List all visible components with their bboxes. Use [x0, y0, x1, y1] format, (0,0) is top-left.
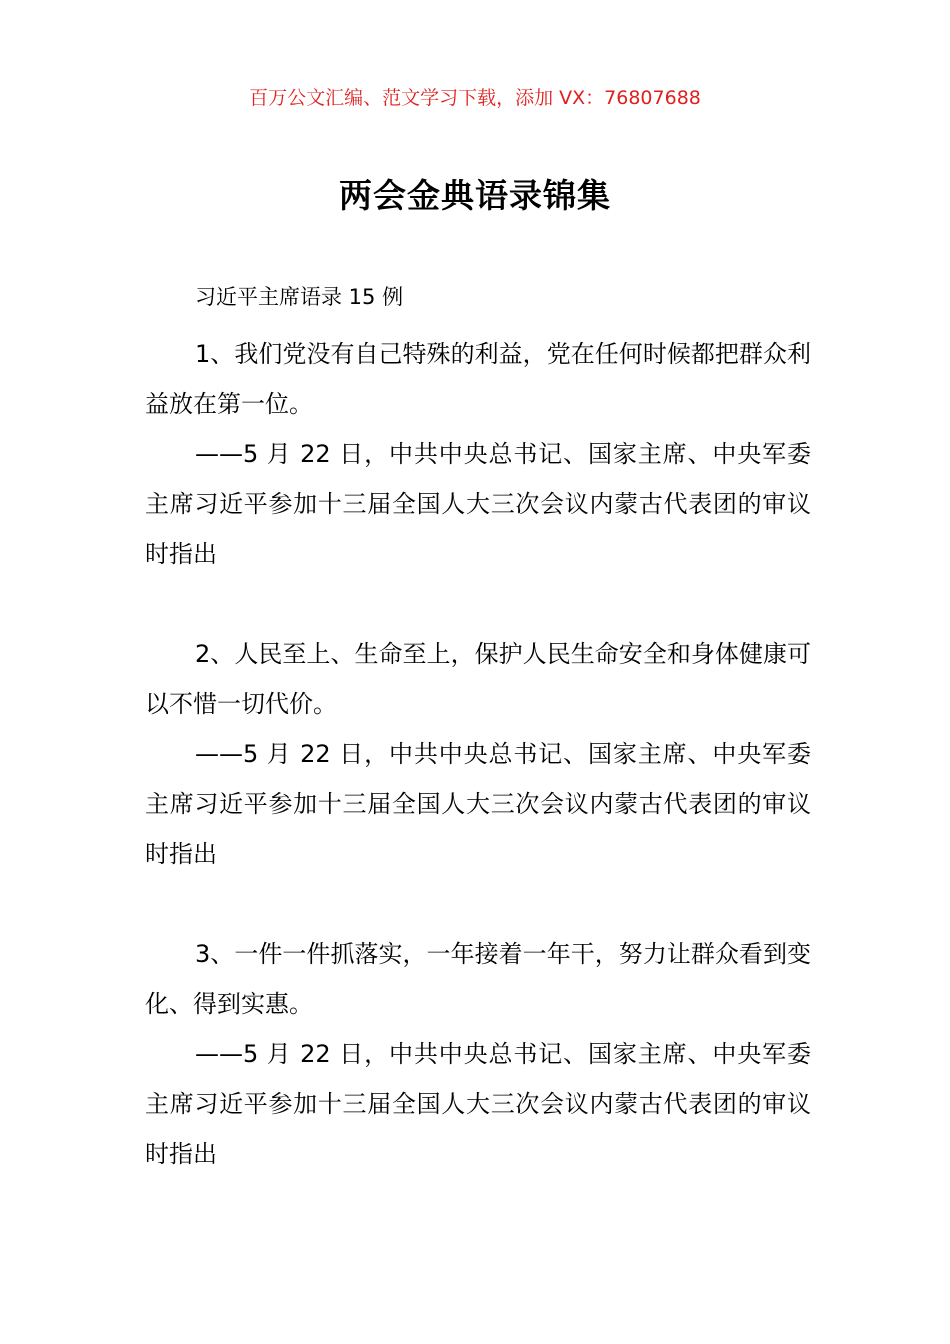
- quote-source: ——5 月 22 日，中共中央总书记、国家主席、中央军委主席习近平参加十三届全国人大三次会议内蒙古代表团的审议时指出: [145, 1040, 811, 1168]
- header-note: 百万公文汇编、范文学习下载，添加 VX：76807688: [249, 87, 701, 109]
- quote-block: [145, 629, 811, 879]
- quote-text: 1、我们党没有自己特殊的利益，党在任何时候都把群众利益放在第一位。: [145, 340, 811, 418]
- quote-text: 3、一件一件抓落实，一年接着一年干，努力让群众看到变化、得到实惠。: [145, 940, 811, 1018]
- document-title: 两会金典语录锦集: [339, 176, 611, 215]
- quote-source: ——5 月 22 日，中共中央总书记、国家主席、中央军委主席习近平参加十三届全国人大三次会议内蒙古代表团的审议时指出: [145, 440, 811, 568]
- quote-text: 2、人民至上、生命至上，保护人民生命安全和身体健康可以不惜一切代价。: [145, 640, 811, 718]
- quote-block: [145, 929, 811, 1179]
- document-body: [145, 281, 811, 1179]
- quote-block: [145, 329, 811, 579]
- document-subtitle: 习近平主席语录 15 例: [195, 285, 404, 309]
- quote-source: ——5 月 22 日，中共中央总书记、国家主席、中央军委主席习近平参加十三届全国人大三次会议内蒙古代表团的审议时指出: [145, 740, 811, 868]
